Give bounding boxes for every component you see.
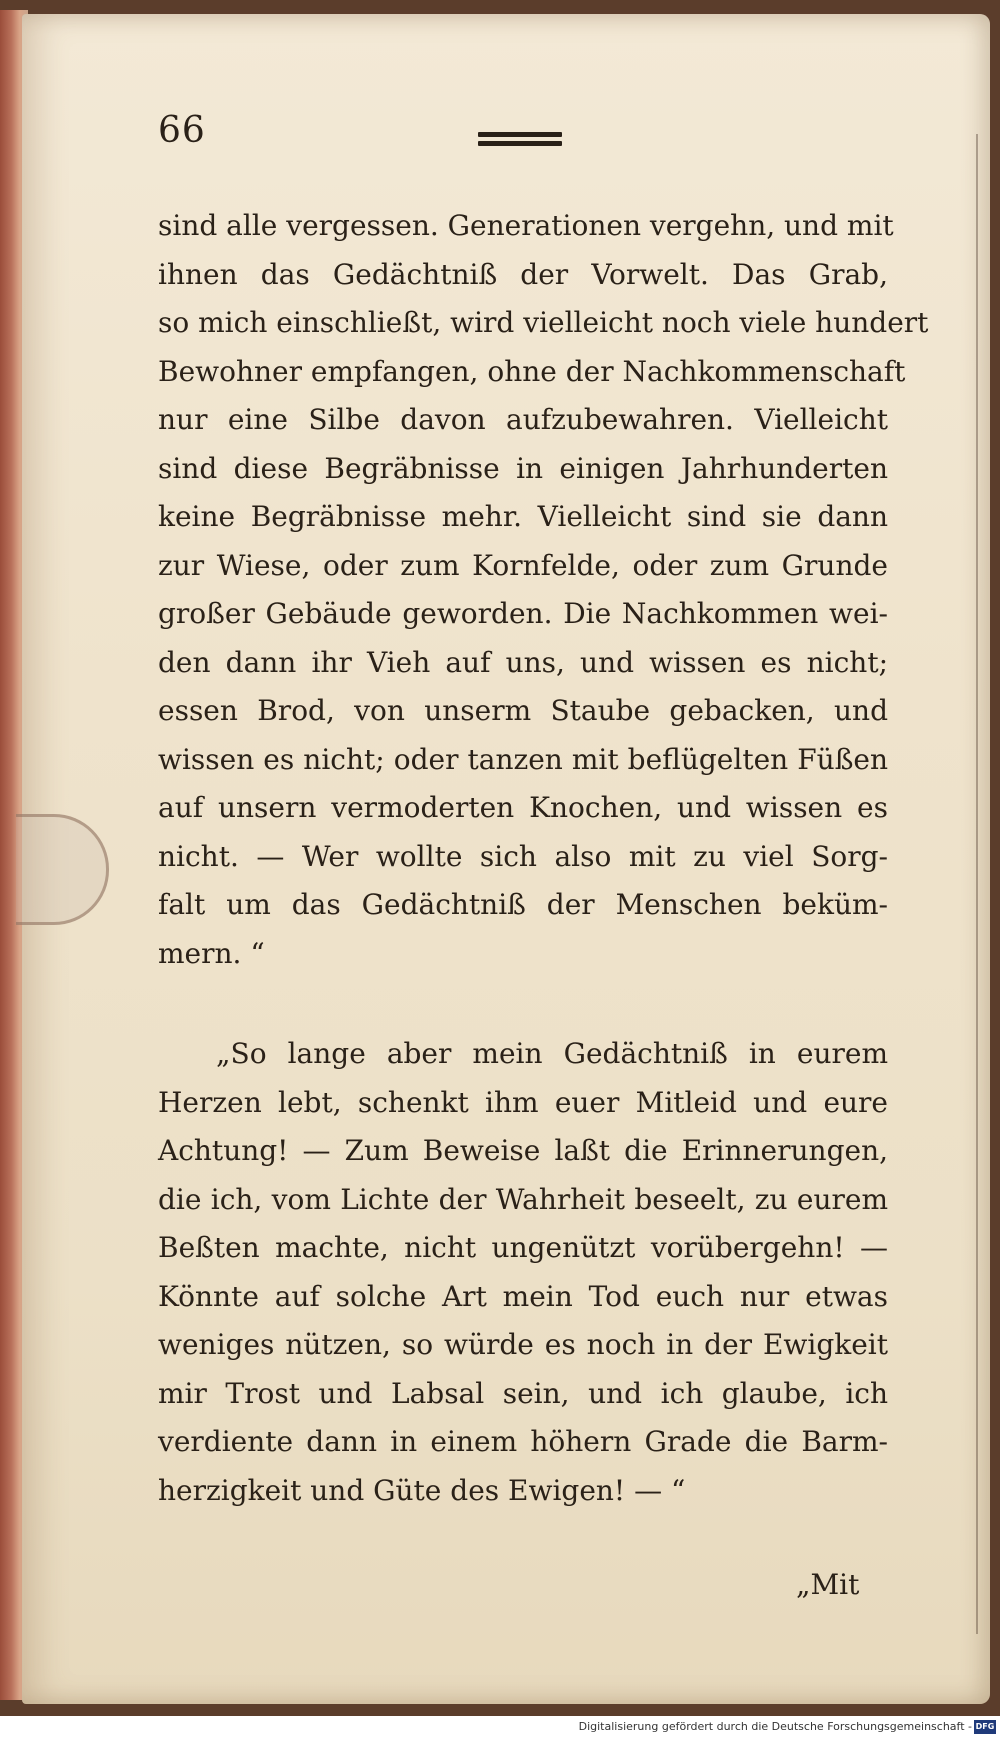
catchword: „Mit: [796, 1568, 860, 1601]
text-line: die ich, vom Lichte der Wahrheit beseelt, zu eurem: [158, 1182, 888, 1216]
page-number: 66: [158, 110, 206, 151]
text-line: Herzen lebt, schenkt ihm euer Mitleid und eure: [158, 1085, 888, 1119]
text-line: mern. “: [158, 936, 265, 970]
text-line: „So lange aber mein Gedächtniß in eurem: [216, 1037, 888, 1070]
paragraph-2: [158, 1030, 888, 1515]
text-line: sind diese Begräbnisse in einigen Jahrhunderten: [158, 451, 888, 485]
text-line: falt um das Gedächtniß der Menschen beküm-: [158, 888, 888, 921]
header-rule: [478, 132, 562, 146]
page-clip: [16, 814, 109, 925]
paragraph-1: [158, 202, 929, 978]
text-line: auf unsern vermoderten Knochen, und wissen es: [158, 791, 888, 824]
text-line: nicht. — Wer wollte sich also mit zu viel Sorg-: [158, 839, 888, 873]
text-line: den dann ihr Vieh auf uns, und wissen es nicht;: [158, 645, 888, 679]
text-line: Bewohner empfangen, ohne der Nachkommenschaft: [158, 354, 906, 388]
right-margin-edge: [976, 134, 990, 1634]
footer-credit: Digitalisierung gefördert durch die Deutsche Forschungsgemeinschaft -: [578, 1720, 972, 1733]
dfg-logo: DFG: [974, 1720, 996, 1734]
text-line: nur eine Silbe davon aufzubewahren. Vielleicht: [158, 403, 888, 436]
text-line: essen Brod, von unserm Staube gebacken, und: [158, 694, 888, 727]
text-line: so mich einschließt, wird vielleicht noch viele hundert: [158, 306, 929, 339]
text-line: wissen es nicht; oder tanzen mit beflügelten Füßen: [158, 742, 888, 776]
text-line: verdiente dann in einem höhern Grade die Barm-: [158, 1425, 888, 1458]
text-line: sind alle vergessen. Generationen vergehn, und mit: [158, 209, 894, 242]
text-line: keine Begräbnisse mehr. Vielleicht sind sie dann: [158, 500, 888, 533]
text-line: mir Trost und Labsal sein, und ich glaube, ich: [158, 1376, 888, 1410]
text-line: Beßten machte, nicht ungenützt vorübergehn! —: [158, 1231, 888, 1264]
text-line: zur Wiese, oder zum Kornfelde, oder zum Grunde: [158, 548, 888, 582]
text-line: Achtung! — Zum Beweise laßt die Erinnerungen,: [158, 1134, 888, 1167]
text-line: großer Gebäude geworden. Die Nachkommen wei-: [158, 597, 888, 630]
text-line: ihnen das Gedächtniß der Vorwelt. Das Grab,: [158, 257, 888, 291]
text-line: Könnte auf solche Art mein Tod euch nur etwas: [158, 1279, 888, 1313]
text-line: weniges nützen, so würde es noch in der Ewigkeit: [158, 1328, 888, 1361]
text-line: herzigkeit und Güte des Ewigen! — “: [158, 1473, 686, 1507]
